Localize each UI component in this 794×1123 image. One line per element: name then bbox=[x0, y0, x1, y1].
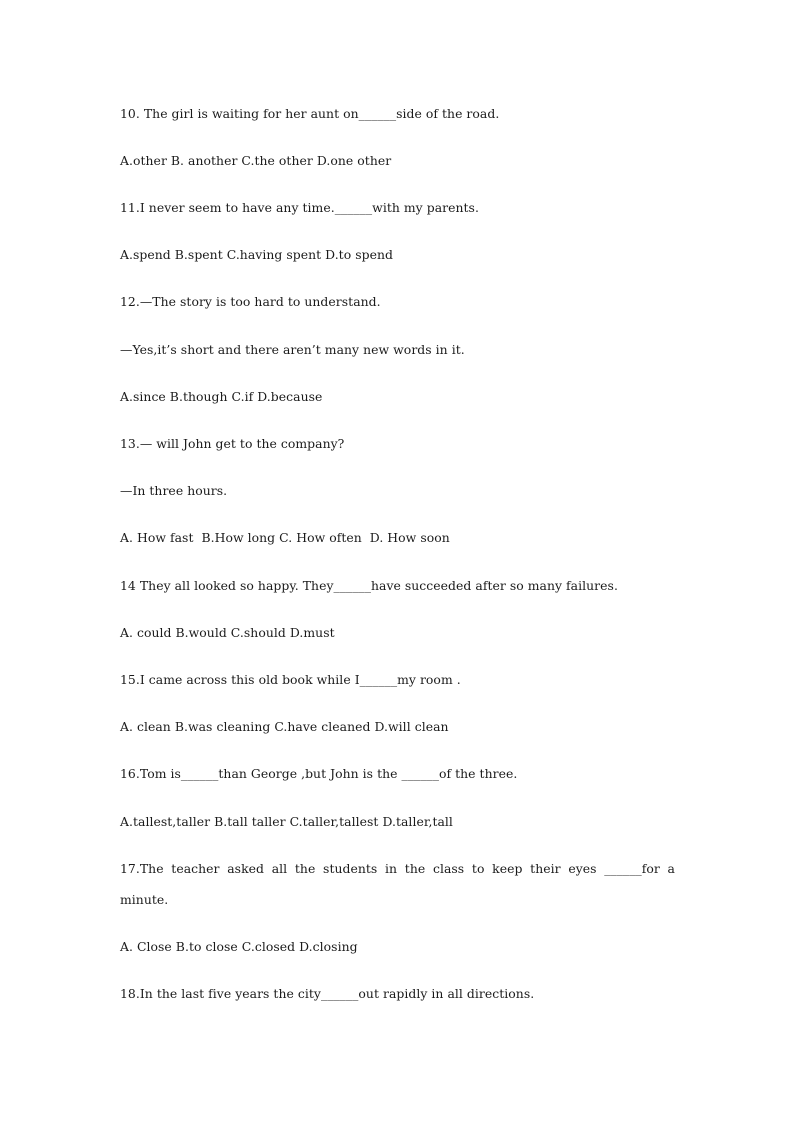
question-10-options: A.other B. another C.the other D.one other bbox=[120, 153, 392, 168]
question-13-options: A. How fast B.How long C. How often D. How soon bbox=[120, 530, 450, 545]
question-13-stem: 13.— will John get to the company? bbox=[120, 436, 345, 451]
question-18-stem: 18.In the last five years the city______out rapidly in all directions. bbox=[120, 986, 535, 1001]
question-10-stem: 10. The girl is waiting for her aunt on______side of the road. bbox=[120, 106, 500, 121]
question-17-stem: 17.The teacher asked all the students in the class to keep their eyes ______for a minute. bbox=[120, 861, 675, 907]
question-16-options: A.tallest,taller B.tall taller C.taller,tallest D.taller,tall bbox=[120, 814, 453, 829]
question-15-stem: 15.I came across this old book while I______my room . bbox=[120, 672, 461, 687]
question-12-stem: 12.—The story is too hard to understand. bbox=[120, 294, 381, 309]
question-14-stem: 14 They all looked so happy. They______have succeeded after so many failures. bbox=[120, 578, 618, 593]
question-12-reply: —Yes,it’s short and there aren’t many new words in it. bbox=[120, 342, 465, 357]
question-11-options: A.spend B.spent C.having spent D.to spend bbox=[120, 247, 393, 262]
question-16-stem: 16.Tom is______than George ,but John is the ______of the three. bbox=[120, 766, 518, 781]
question-13-reply: —In three hours. bbox=[120, 483, 228, 498]
question-15-options: A. clean B.was cleaning C.have cleaned D.will clean bbox=[120, 719, 449, 734]
question-14-options: A. could B.would C.should D.must bbox=[120, 625, 335, 640]
question-12-options: A.since B.though C.if D.because bbox=[120, 389, 323, 404]
question-11-stem: 11.I never seem to have any time.______with my parents. bbox=[120, 200, 479, 215]
question-17-options: A. Close B.to close C.closed D.closing bbox=[120, 939, 358, 954]
